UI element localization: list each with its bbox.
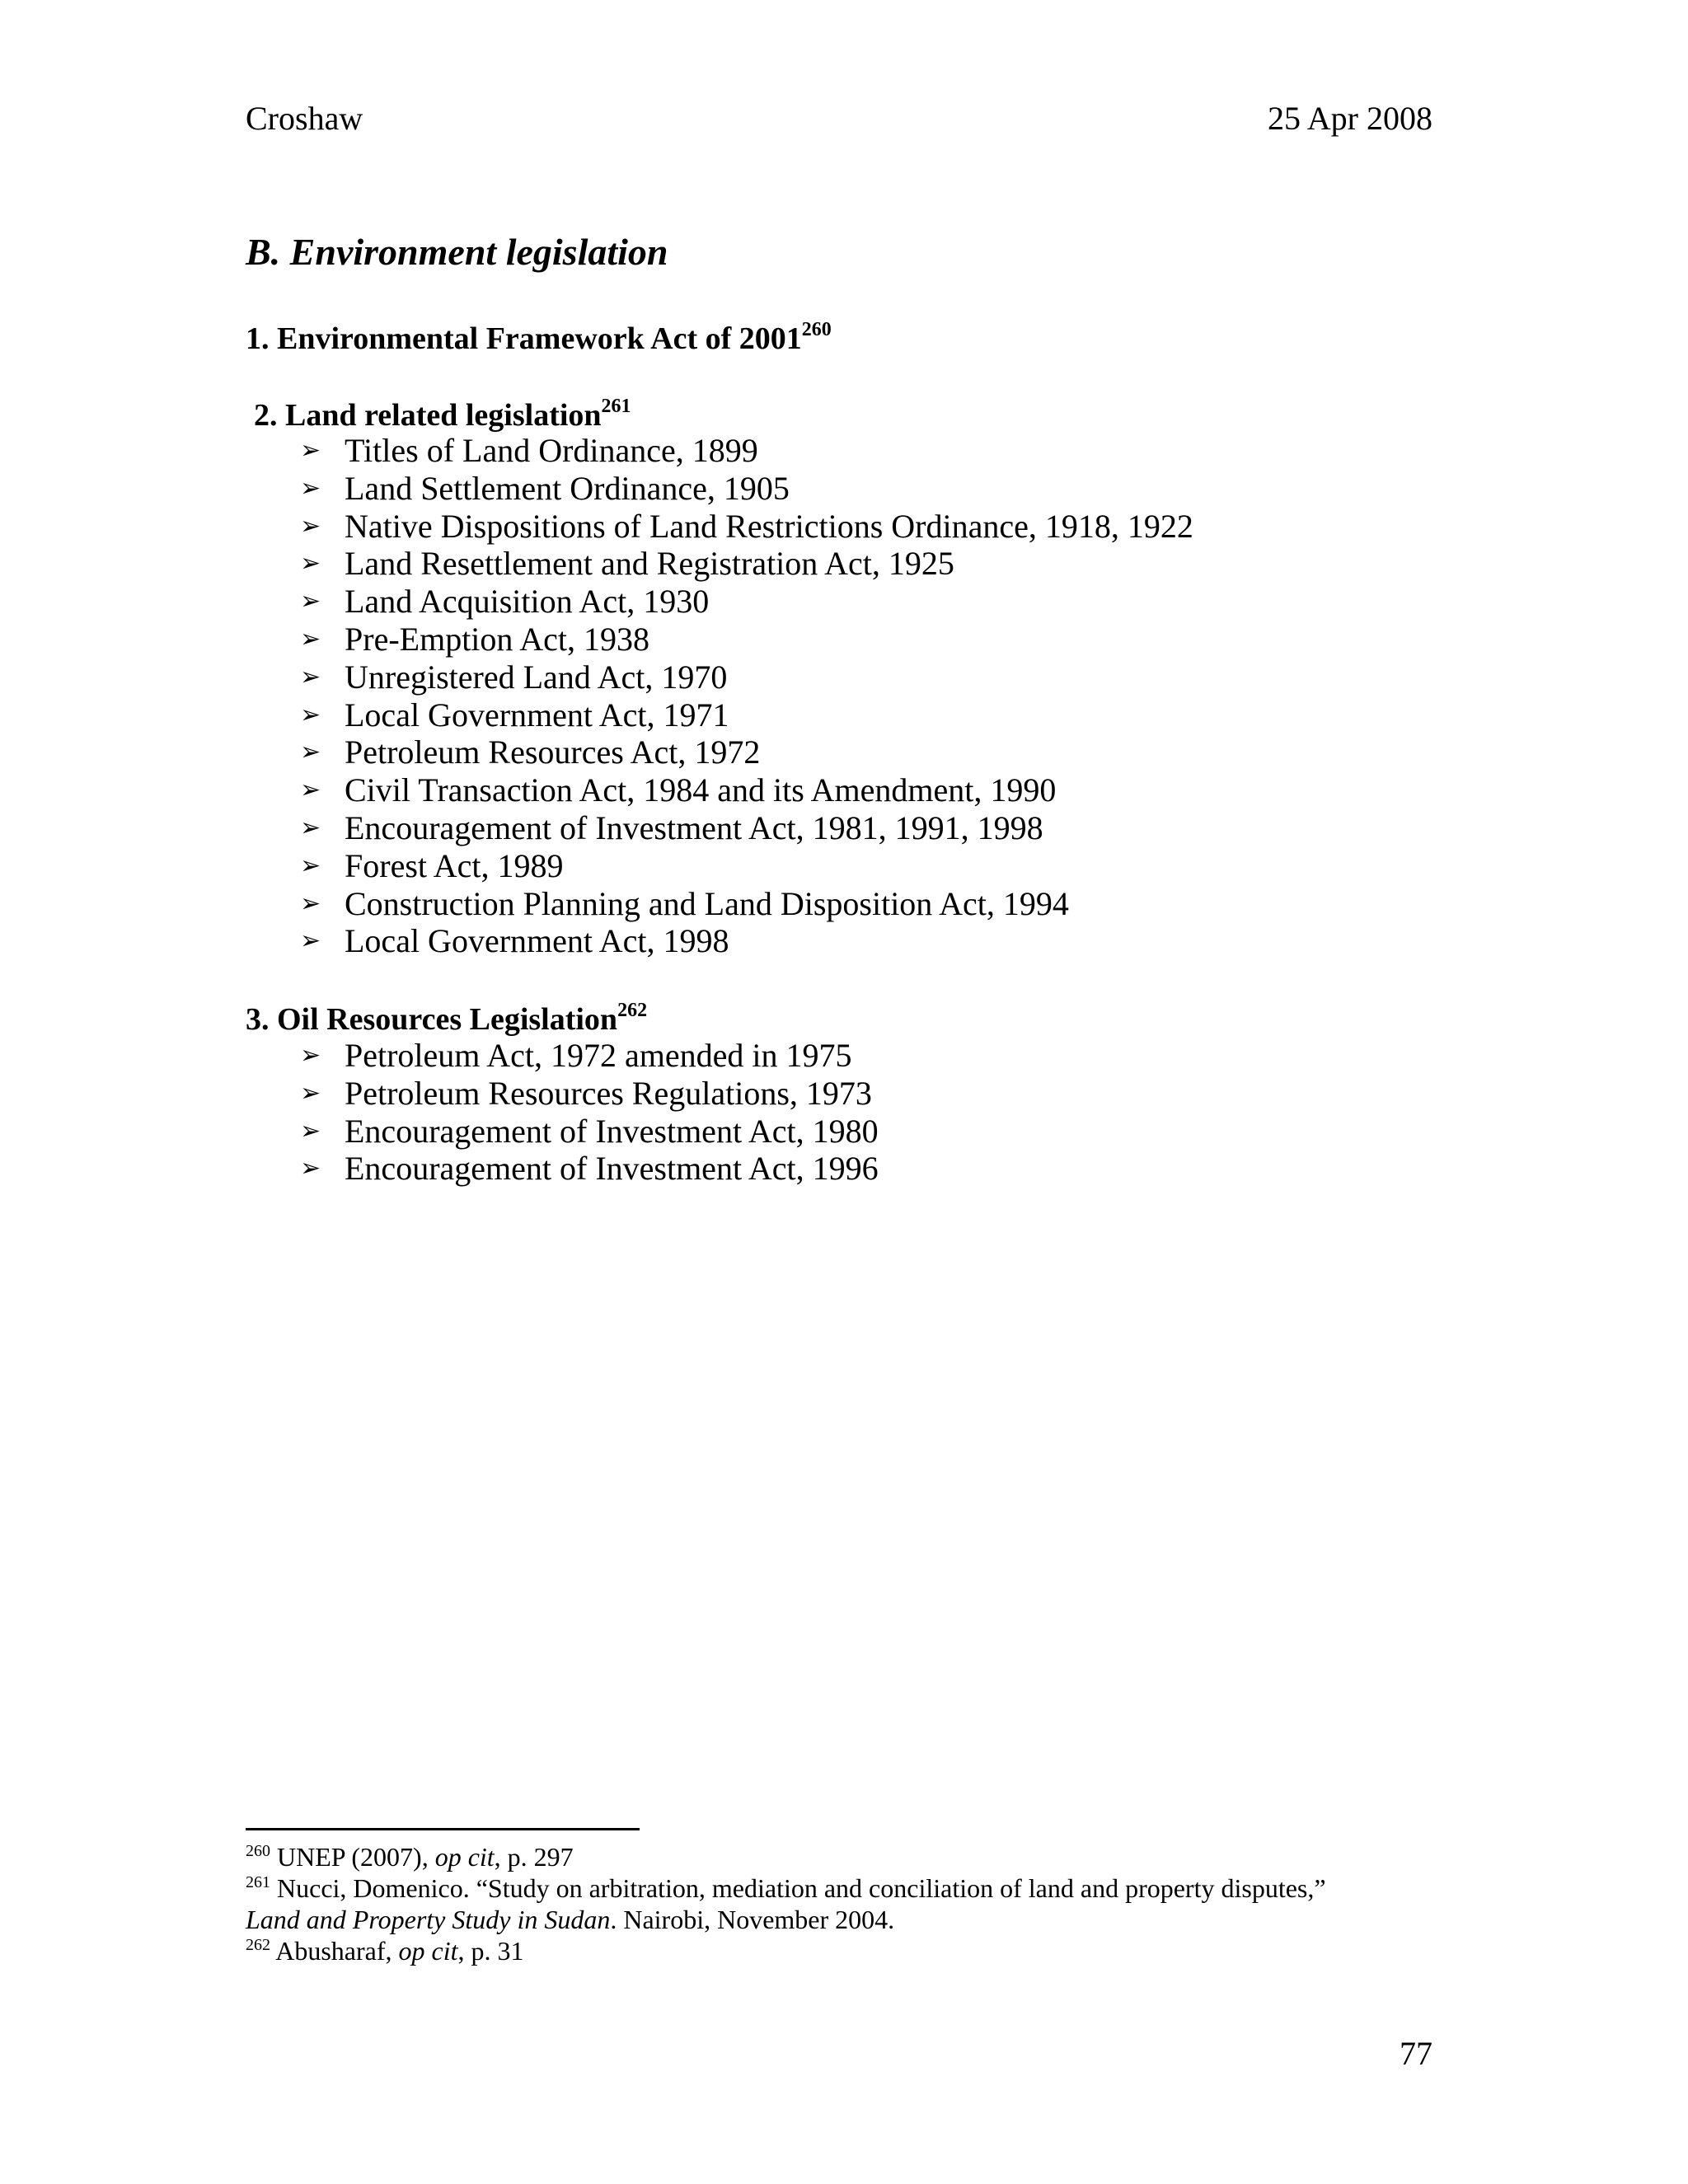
list-item-text: Petroleum Act, 1972 amended in 1975 [345, 1037, 852, 1074]
list-item-text: Native Dispositions of Land Restrictions Ordinance, 1918, 1922 [345, 507, 1193, 545]
footnotes [246, 1841, 1432, 1966]
list-item-text: Local Government Act, 1998 [345, 922, 729, 960]
list-item-text: Encouragement of Investment Act, 1996 [345, 1150, 879, 1188]
list-item-text: Petroleum Resources Regulations, 1973 [345, 1074, 872, 1112]
list-item-text: Construction Planning and Land Disposition Act, 1994 [345, 884, 1069, 922]
subsection-heading-environmental-framework [246, 320, 832, 358]
list-item [300, 847, 1193, 885]
arrow-bullet-icon: ➢ [300, 1078, 321, 1108]
subsection-heading-text: 3. Oil Resources Legislation [246, 1002, 618, 1037]
subsection-heading-text: 2. Land related legislation [254, 398, 602, 433]
list-item [300, 1113, 879, 1151]
arrow-bullet-icon: ➢ [300, 851, 321, 880]
arrow-bullet-icon: ➢ [300, 436, 321, 465]
arrow-bullet-icon: ➢ [300, 662, 321, 691]
list-item [300, 809, 1193, 847]
arrow-bullet-icon: ➢ [300, 813, 321, 842]
subsection-heading-text: 1. Environmental Framework Act of 2001 [246, 321, 802, 356]
list-item-text: Forest Act, 1989 [345, 846, 564, 884]
arrow-bullet-icon: ➢ [300, 624, 321, 654]
footnote-260 [246, 1841, 1432, 1872]
list-item-text: Titles of Land Ordinance, 1899 [345, 432, 758, 469]
subsection-heading-oil-legislation [246, 1001, 647, 1038]
section-title: B. Environment legislation [246, 231, 668, 273]
list-item-text: Pre-Emption Act, 1938 [345, 620, 649, 658]
list-item [300, 508, 1193, 546]
list-item [300, 621, 1193, 658]
footnote-separator [246, 1828, 640, 1830]
arrow-bullet-icon: ➢ [300, 888, 321, 918]
footnote-italic-text: op cit [398, 1936, 458, 1966]
arrow-bullet-icon: ➢ [300, 776, 321, 805]
footnote-text: UNEP (2007), [277, 1842, 435, 1872]
footnote-italic-text: Land and Property Study in Sudan [246, 1905, 611, 1934]
list-item-text: Local Government Act, 1971 [345, 696, 729, 733]
list-item-text: Encouragement of Investment Act, 1980 [345, 1112, 879, 1150]
arrow-bullet-icon: ➢ [300, 700, 321, 729]
header-date: 25 Apr 2008 [1268, 100, 1432, 137]
list-item [300, 1075, 879, 1113]
list-item [300, 771, 1193, 809]
list-item-text: Petroleum Resources Act, 1972 [345, 733, 761, 771]
arrow-bullet-icon: ➢ [300, 511, 321, 541]
list-item [300, 922, 1193, 960]
arrow-bullet-icon: ➢ [300, 1154, 321, 1183]
arrow-bullet-icon: ➢ [300, 1116, 321, 1146]
arrow-bullet-icon: ➢ [300, 587, 321, 616]
list-item-text: Civil Transaction Act, 1984 and its Amendment, 1990 [345, 771, 1057, 809]
footnote-number: 260 [246, 1842, 270, 1860]
footnote-text: Nucci, Domenico. “Study on arbitration, mediation and conciliation of land and property disputes,” [277, 1873, 1326, 1903]
oil-legislation-list [300, 1037, 879, 1188]
footnote-ref[interactable]: 260 [801, 319, 832, 340]
footnote-text: , p. 297 [494, 1842, 574, 1872]
arrow-bullet-icon: ➢ [300, 1041, 321, 1070]
list-item [300, 545, 1193, 583]
footnote-text: , p. 31 [457, 1936, 524, 1966]
list-item [300, 583, 1193, 621]
list-item [300, 733, 1193, 771]
footnote-261 [246, 1872, 1432, 1935]
footnote-number: 261 [246, 1873, 270, 1891]
list-item [300, 1037, 879, 1075]
list-item [300, 470, 1193, 508]
list-item [300, 658, 1193, 696]
footnote-text: . Nairobi, November 2004. [610, 1905, 895, 1934]
arrow-bullet-icon: ➢ [300, 738, 321, 767]
list-item-text: Land Resettlement and Registration Act, 1925 [345, 545, 954, 583]
list-item [300, 696, 1193, 734]
footnote-262 [246, 1935, 1432, 1966]
list-item-text: Land Settlement Ordinance, 1905 [345, 469, 790, 507]
footnote-number: 262 [246, 1936, 270, 1954]
subsection-heading-land-legislation [254, 396, 631, 434]
arrow-bullet-icon: ➢ [300, 926, 321, 956]
arrow-bullet-icon: ➢ [300, 549, 321, 579]
list-item-text: Land Acquisition Act, 1930 [345, 583, 710, 621]
list-item-text: Encouragement of Investment Act, 1981, 1991, 1998 [345, 808, 1043, 846]
list-item [300, 432, 1193, 470]
footnote-text: Abusharaf, [275, 1936, 399, 1966]
footnote-italic-text: op cit [434, 1842, 495, 1872]
list-item [300, 1150, 879, 1188]
footnote-ref[interactable]: 261 [601, 396, 631, 417]
list-item-text: Unregistered Land Act, 1970 [345, 658, 728, 696]
header-author: Croshaw [246, 100, 363, 137]
footnote-ref[interactable]: 262 [617, 1000, 648, 1021]
land-legislation-list [300, 432, 1193, 960]
list-item [300, 885, 1193, 923]
arrow-bullet-icon: ➢ [300, 473, 321, 503]
page-number: 77 [1400, 2035, 1432, 2072]
